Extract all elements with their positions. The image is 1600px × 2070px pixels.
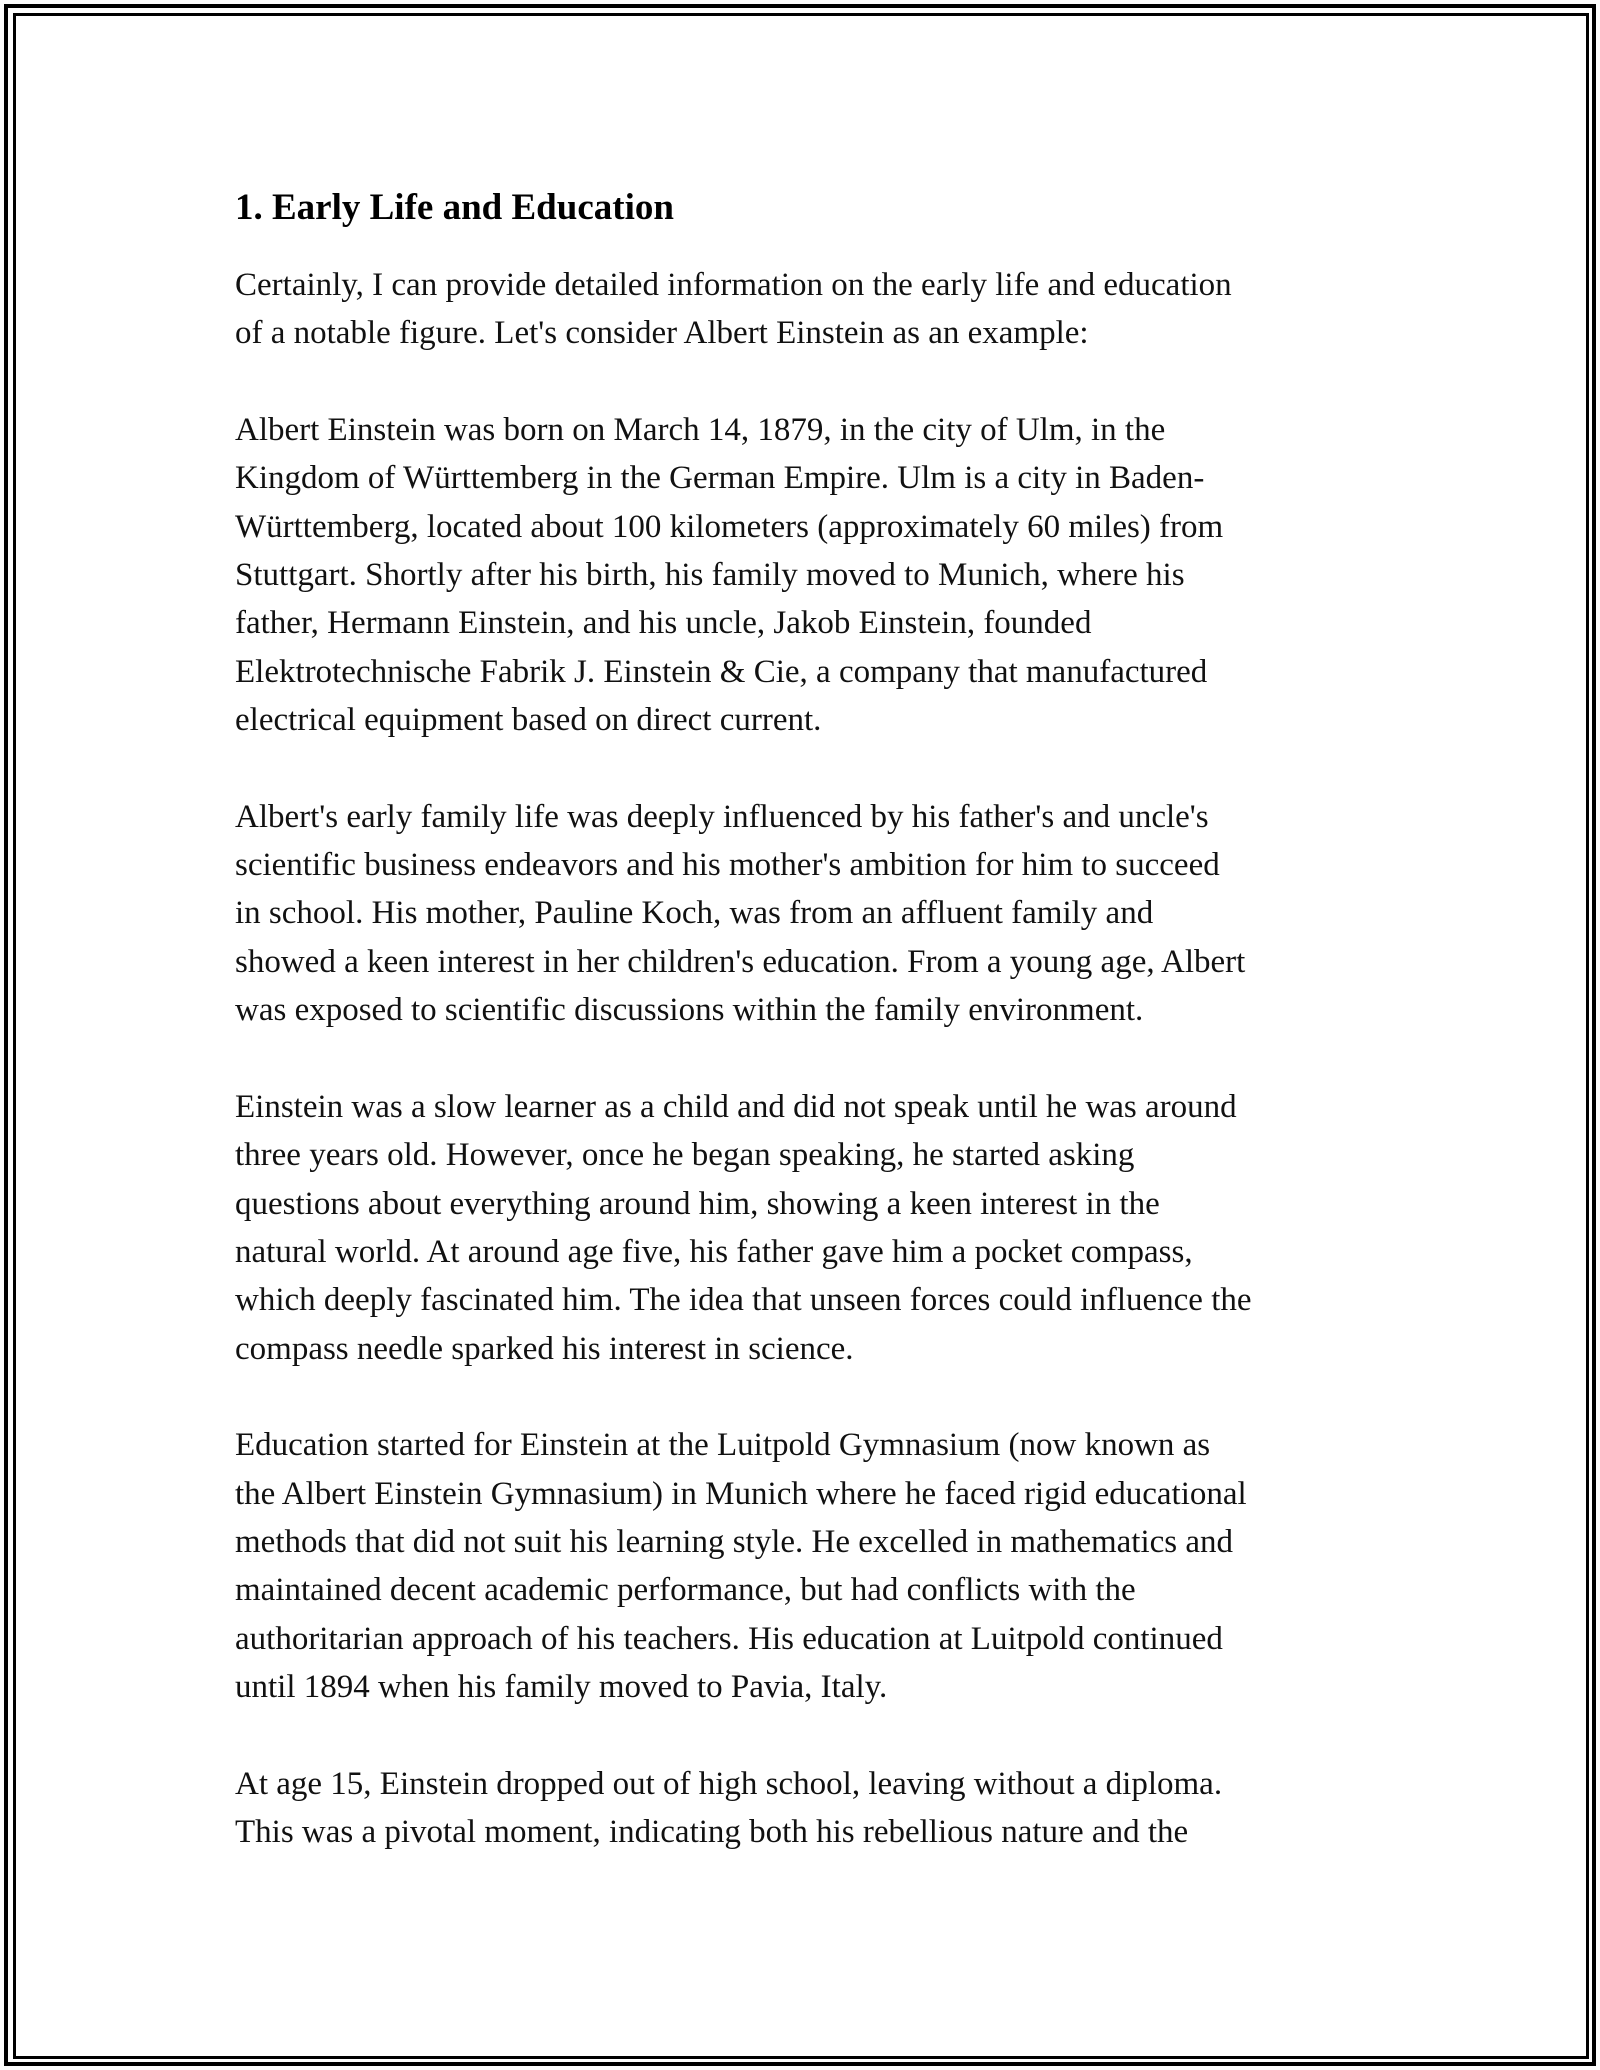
text-line: showed a keen interest in her children's education. From a young age, Albert <box>235 943 1246 980</box>
text-line: natural world. At around age five, his father gave him a pocket compass, <box>235 1233 1193 1270</box>
body-paragraph <box>235 793 1375 1035</box>
text-line: This was a pivotal moment, indicating both his rebellious nature and the <box>235 1813 1189 1850</box>
text-line: scientific business endeavors and his mother's ambition for him to succeed <box>235 847 1220 884</box>
body-paragraph <box>235 1760 1375 1857</box>
paragraph-list <box>235 261 1375 1856</box>
text-line: in school. His mother, Pauline Koch, was from an affluent family and <box>235 895 1154 932</box>
text-line: Kingdom of Württemberg in the German Empire. Ulm is a city in Baden- <box>235 460 1205 497</box>
text-line: At age 15, Einstein dropped out of high school, leaving without a diploma. <box>235 1765 1223 1802</box>
text-line: of a notable figure. Let's consider Albert Einstein as an example: <box>235 315 1089 352</box>
text-line: Einstein was a slow learner as a child and did not speak until he was around <box>235 1088 1237 1125</box>
body-paragraph <box>235 406 1375 745</box>
text-line: Education started for Einstein at the Luitpold Gymnasium (now known as <box>235 1427 1211 1464</box>
body-paragraph <box>235 261 1375 358</box>
text-line: Württemberg, located about 100 kilometers (approximately 60 miles) from <box>235 508 1224 545</box>
text-line: Stuttgart. Shortly after his birth, his family moved to Munich, where his <box>235 557 1185 594</box>
section-heading: 1. Early Life and Education <box>235 187 674 228</box>
text-line: was exposed to scientific discussions within the family environment. <box>235 992 1144 1029</box>
text-line: which deeply fascinated him. The idea that unseen forces could influence the <box>235 1282 1252 1319</box>
body-paragraph <box>235 1421 1375 1711</box>
text-line: the Albert Einstein Gymnasium) in Munich where he faced rigid educational <box>235 1475 1247 1512</box>
text-line: electrical equipment based on direct current. <box>235 702 822 739</box>
text-line: Albert Einstein was born on March 14, 1879, in the city of Ulm, in the <box>235 411 1166 448</box>
text-line: until 1894 when his family moved to Pavia, Italy. <box>235 1669 888 1706</box>
body-paragraph <box>235 1083 1375 1373</box>
text-line: Certainly, I can provide detailed information on the early life and education <box>235 267 1232 303</box>
text-line: Elektrotechnische Fabrik J. Einstein & Cie, a company that manufactured <box>235 653 1208 690</box>
document-body <box>235 185 1375 1904</box>
text-line: Albert's early family life was deeply influenced by his father's and uncle's <box>235 798 1209 835</box>
text-line: questions about everything around him, showing a keen interest in the <box>235 1185 1160 1222</box>
text-line: compass needle sparked his interest in science. <box>235 1330 854 1367</box>
text-line: maintained decent academic performance, but had conflicts with the <box>235 1572 1136 1609</box>
text-line: methods that did not suit his learning style. He excelled in mathematics and <box>235 1523 1234 1560</box>
text-line: authoritarian approach of his teachers. His education at Luitpold continued <box>235 1620 1223 1657</box>
text-line: three years old. However, once he began speaking, he started asking <box>235 1137 1135 1174</box>
text-line: father, Hermann Einstein, and his uncle, Jakob Einstein, founded <box>235 605 1092 642</box>
